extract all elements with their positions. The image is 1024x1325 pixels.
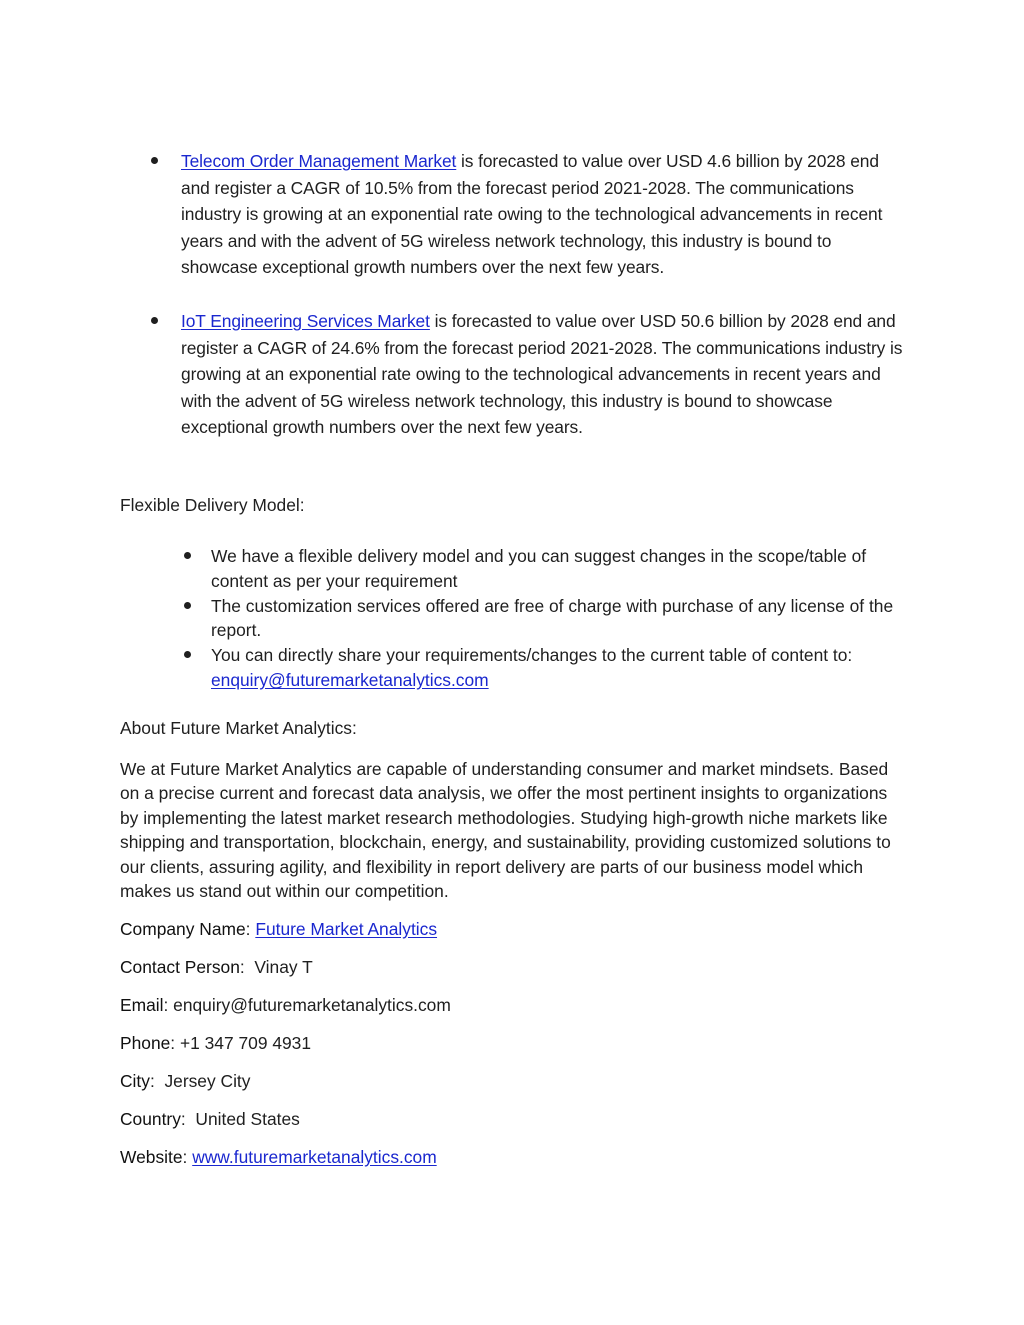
list-item xyxy=(211,594,911,644)
list-item xyxy=(211,544,911,594)
bullet-icon xyxy=(151,157,158,164)
enquiry-email-link[interactable]: enquiry@futuremarketanalytics.com xyxy=(211,669,489,690)
telecom-market-link[interactable]: Telecom Order Management Market xyxy=(181,151,457,171)
website-line: Website: www.futuremarketanalytics.com xyxy=(120,1147,437,1167)
country-line: Country: United States xyxy=(120,1109,300,1129)
phone-value: +1 347 709 4931 xyxy=(179,1033,312,1053)
bullet-icon xyxy=(184,602,191,609)
website-link[interactable]: www.futuremarketanalytics.com xyxy=(192,1147,437,1167)
email-label: Email xyxy=(120,995,164,1015)
bullet-icon xyxy=(184,552,191,559)
company-name-link[interactable]: Future Market Analytics xyxy=(255,919,438,939)
list-item xyxy=(181,308,911,441)
email-line: Email: enquiry@futuremarketanalytics.com xyxy=(120,995,451,1015)
phone-label: Phone xyxy=(120,1033,171,1053)
bullet-icon xyxy=(151,317,158,324)
bullet-icon xyxy=(184,651,191,658)
iot-market-link[interactable]: IoT Engineering Services Market xyxy=(181,310,430,331)
email-value: enquiry@futuremarketanalytics.com xyxy=(173,995,451,1015)
list-item-text: You can directly share your requirements/changes to the current table of content to: xyxy=(211,645,853,666)
company-name-label: Company Name xyxy=(120,919,246,939)
list-item-text: is forecasted to value over USD 50.6 billion by 2028 end and register a CAGR of 24.6% from the forecast period 2021-2028. The communications industry is growing at an exponential rate owing to the technological advancements in recent years and with the advent of 5G wireless network technology, this industry is bound to showcase exceptional growth numbers over the next few years. xyxy=(181,310,903,438)
phone-line: Phone: +1 347 709 4931 xyxy=(120,1033,312,1053)
list-item-text: is forecasted to value over USD 4.6 billion by 2028 end and register a CAGR of 10.5% from the forecast period 2021-2028. The communications industry is growing at an exponential rate owing to the technological advancements in recent years and with the advent of 5G wireless network technology, this industry is bound to showcase exceptional growth numbers over the next few years. xyxy=(181,151,883,278)
flexible-delivery-heading: Flexible Delivery Model: xyxy=(120,495,305,515)
website-label: Website xyxy=(120,1147,183,1167)
city-label: City xyxy=(120,1071,150,1091)
flexible-delivery-list xyxy=(211,544,911,693)
contact-person-label: Contact Person xyxy=(120,957,240,977)
market-list xyxy=(181,148,911,441)
list-item xyxy=(181,148,911,281)
list-item xyxy=(211,643,911,693)
country-value: United States xyxy=(195,1109,300,1129)
country-label: Country xyxy=(120,1109,181,1129)
contact-person-value: Vinay T xyxy=(254,957,313,977)
about-heading: About Future Market Analytics: xyxy=(120,718,357,738)
city-value: Jersey City xyxy=(164,1071,251,1091)
contact-person-line: Contact Person: Vinay T xyxy=(120,957,313,977)
list-item-text: We have a flexible delivery model and you can suggest changes in the scope/table of content as per your requirement xyxy=(211,546,867,591)
city-line: City: Jersey City xyxy=(120,1071,251,1091)
company-name-line: Company Name: Future Market Analytics xyxy=(120,919,438,939)
list-item-text: The customization services offered are free of charge with purchase of any license of the report. xyxy=(211,595,894,641)
about-paragraph: We at Future Market Analytics are capable of understanding consumer and market mindsets. Based on a precise current and forecast data analysis, we offer the most pertinent insights to organizations by implementing the latest market research methodologies. Studying high-growth niche markets like shipping and transportation, blockchain, energy, and sustainability, providing customized solutions to our clients, assuring agility, and flexibility in report delivery are parts of our business model which makes us stand out within our competition. xyxy=(120,759,891,902)
